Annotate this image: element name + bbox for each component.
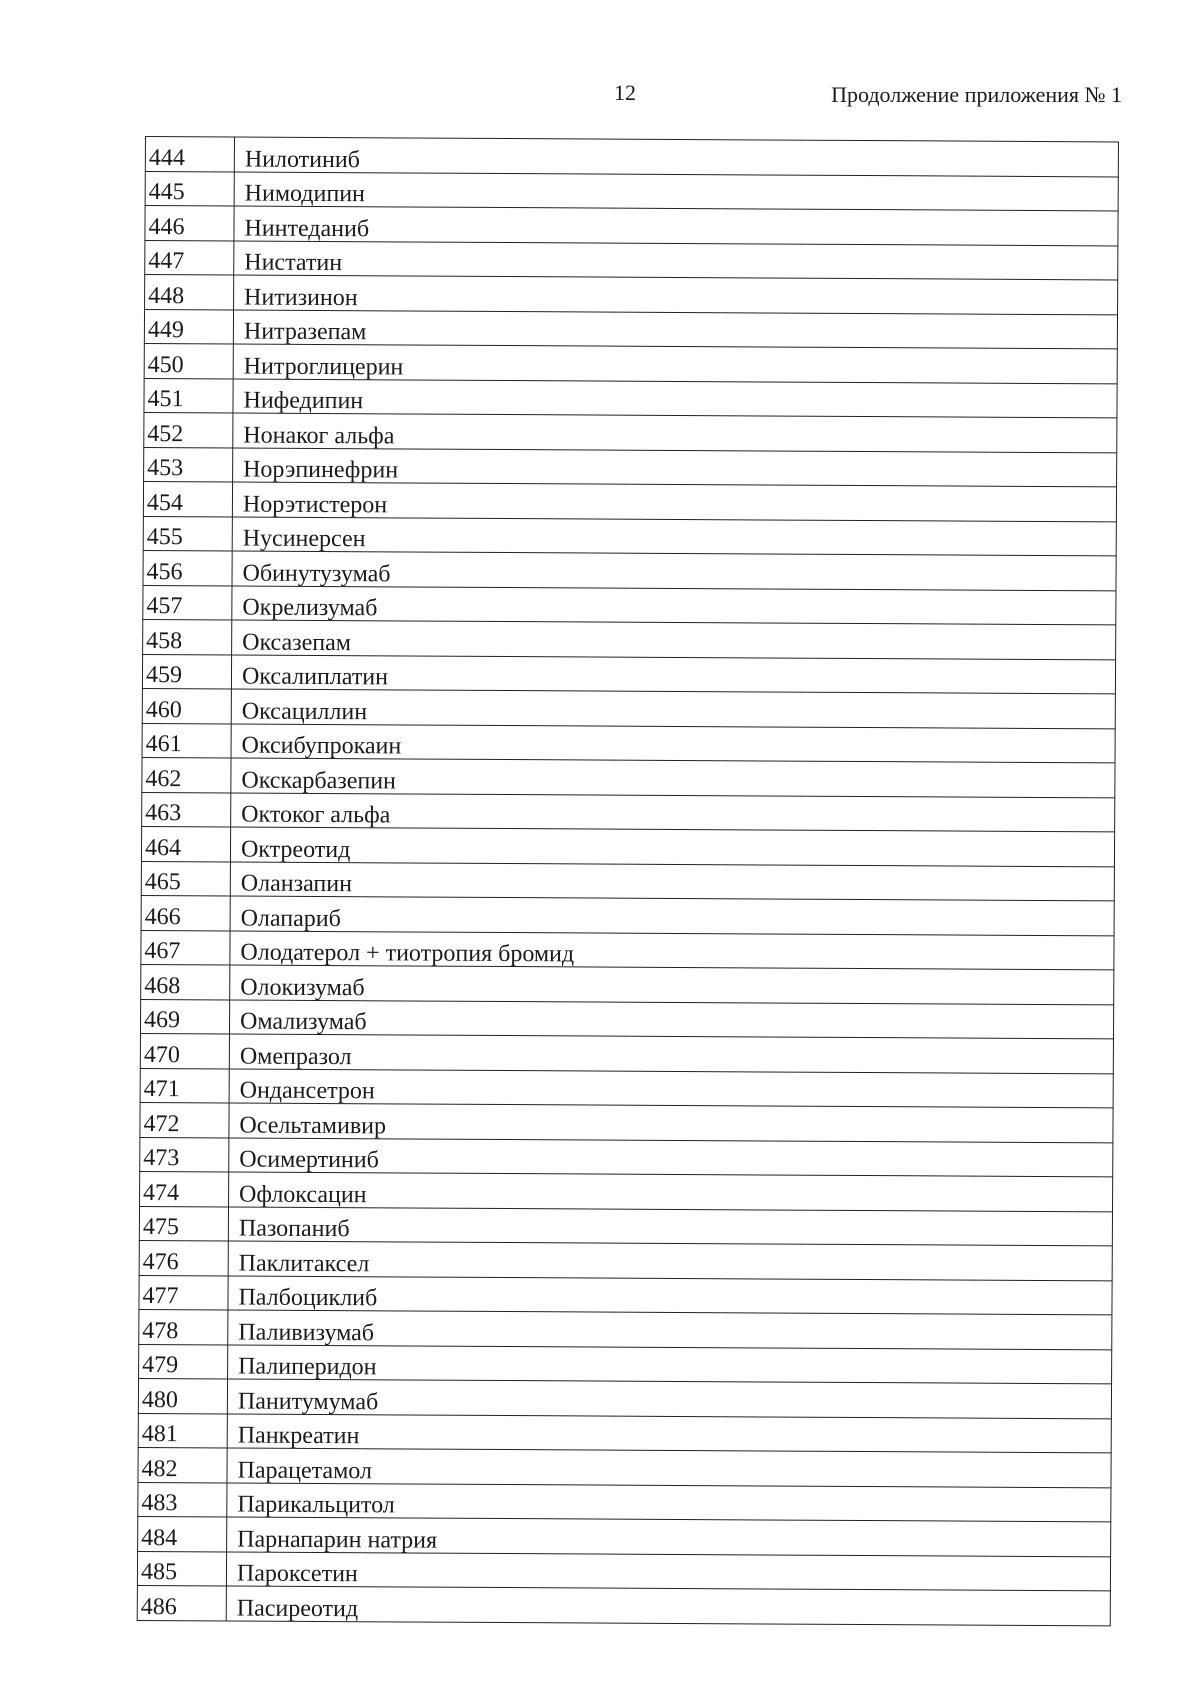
table-row bbox=[145, 171, 1118, 211]
table-row bbox=[140, 999, 1113, 1039]
row-number: 446 bbox=[145, 206, 234, 241]
row-number: 461 bbox=[142, 723, 231, 758]
table-body bbox=[137, 137, 1118, 1626]
row-number: 465 bbox=[141, 861, 230, 896]
table-row bbox=[140, 1171, 1113, 1211]
medicine-name: Нусинерсен bbox=[232, 516, 1116, 555]
row-number: 450 bbox=[144, 343, 233, 378]
medicine-name: Оксазепам bbox=[232, 620, 1116, 659]
table-row bbox=[145, 137, 1118, 177]
medicine-name: Нитразепам bbox=[233, 309, 1117, 348]
medicine-name: Панкреатин bbox=[227, 1413, 1111, 1452]
row-number: 467 bbox=[141, 930, 230, 965]
row-number: 464 bbox=[141, 826, 230, 861]
table-row bbox=[138, 1378, 1111, 1418]
medicine-name: Окскарбазепин bbox=[231, 758, 1115, 797]
table-row bbox=[137, 1551, 1110, 1591]
row-number: 473 bbox=[140, 1137, 229, 1172]
medicine-name: Нистатин bbox=[234, 240, 1118, 279]
table-row bbox=[143, 481, 1116, 521]
table-row bbox=[139, 1206, 1112, 1246]
row-number: 476 bbox=[139, 1240, 228, 1275]
row-number: 448 bbox=[145, 275, 234, 310]
row-number: 484 bbox=[138, 1516, 227, 1551]
table-row bbox=[141, 861, 1114, 901]
row-number: 453 bbox=[144, 447, 233, 482]
row-number: 475 bbox=[139, 1206, 228, 1241]
medicine-name: Норэтистерон bbox=[232, 482, 1116, 521]
medicine-name: Нинтеданиб bbox=[234, 206, 1118, 245]
row-number: 483 bbox=[138, 1482, 227, 1517]
table-row bbox=[143, 619, 1116, 659]
medicine-name: Нимодипин bbox=[234, 171, 1118, 210]
row-number: 481 bbox=[138, 1413, 227, 1448]
table-row bbox=[138, 1482, 1111, 1522]
medicine-name: Пазопаниб bbox=[228, 1206, 1112, 1245]
table-row bbox=[141, 964, 1114, 1004]
table-row bbox=[139, 1240, 1112, 1280]
medicine-name: Обинутузумаб bbox=[232, 551, 1116, 590]
table-row bbox=[140, 1033, 1113, 1073]
medicine-name: Парнапарин натрия bbox=[227, 1517, 1111, 1556]
medicine-name: Норэпинефрин bbox=[233, 447, 1117, 486]
table-row bbox=[143, 585, 1116, 625]
row-number: 468 bbox=[141, 964, 230, 999]
medicine-name: Панитумумаб bbox=[227, 1379, 1111, 1418]
table-row bbox=[143, 516, 1116, 556]
table-row bbox=[139, 1344, 1112, 1384]
table-row bbox=[145, 240, 1118, 280]
medicine-name: Парикальцитол bbox=[227, 1482, 1111, 1521]
row-number: 477 bbox=[139, 1275, 228, 1310]
medicine-name: Олодатерол + тиотропия бромид bbox=[230, 930, 1114, 969]
medicine-name: Пароксетин bbox=[226, 1551, 1110, 1590]
row-number: 469 bbox=[140, 999, 229, 1034]
medicine-name: Нилотиниб bbox=[234, 137, 1118, 176]
row-number: 454 bbox=[143, 481, 232, 516]
medicine-name: Паливизумаб bbox=[228, 1310, 1112, 1349]
table-row bbox=[140, 1068, 1113, 1108]
table-row bbox=[144, 309, 1117, 349]
row-number: 472 bbox=[140, 1102, 229, 1137]
table-row bbox=[144, 412, 1117, 452]
table-row bbox=[142, 688, 1115, 728]
table-row bbox=[142, 792, 1115, 832]
medicines-table bbox=[137, 136, 1119, 1626]
row-number: 466 bbox=[141, 895, 230, 930]
row-number: 459 bbox=[142, 654, 231, 689]
table-row bbox=[144, 378, 1117, 418]
table-row bbox=[143, 550, 1116, 590]
table-row bbox=[139, 1275, 1112, 1315]
row-number: 452 bbox=[144, 412, 233, 447]
table-row bbox=[141, 895, 1114, 935]
row-number: 470 bbox=[140, 1033, 229, 1068]
table-row bbox=[142, 723, 1115, 763]
medicine-name: Оксибупрокаин bbox=[231, 723, 1115, 762]
row-number: 457 bbox=[143, 585, 232, 620]
table-row bbox=[140, 1102, 1113, 1142]
row-number: 480 bbox=[138, 1378, 227, 1413]
medicine-name: Осимертиниб bbox=[229, 1137, 1113, 1176]
medicine-name: Оксалиплатин bbox=[231, 654, 1115, 693]
medicine-name: Нитроглицерин bbox=[233, 344, 1117, 383]
table-row bbox=[139, 1309, 1112, 1349]
row-number: 449 bbox=[144, 309, 233, 344]
medicine-name: Октоког альфа bbox=[231, 792, 1115, 831]
table-row bbox=[140, 1137, 1113, 1177]
table-row bbox=[144, 447, 1117, 487]
row-number: 445 bbox=[145, 171, 234, 206]
row-number: 478 bbox=[139, 1309, 228, 1344]
table-row bbox=[142, 654, 1115, 694]
table-row bbox=[141, 826, 1114, 866]
row-number: 460 bbox=[142, 688, 231, 723]
row-number: 462 bbox=[142, 757, 231, 792]
row-number: 479 bbox=[139, 1344, 228, 1379]
row-number: 471 bbox=[140, 1068, 229, 1103]
table-row bbox=[145, 206, 1118, 246]
medicine-name: Нонаког альфа bbox=[233, 413, 1117, 452]
table-row bbox=[138, 1516, 1111, 1556]
medicine-name: Ондансетрон bbox=[229, 1068, 1113, 1107]
medicine-name: Октреотид bbox=[230, 827, 1114, 866]
medicine-name: Оланзапин bbox=[230, 861, 1114, 900]
row-number: 456 bbox=[143, 550, 232, 585]
row-number: 455 bbox=[143, 516, 232, 551]
medicine-name: Офлоксацин bbox=[229, 1172, 1113, 1211]
medicine-name: Олапариб bbox=[230, 896, 1114, 935]
medicine-name: Нифедипин bbox=[233, 378, 1117, 417]
medicine-name: Пасиреотид bbox=[226, 1586, 1110, 1625]
row-number: 474 bbox=[140, 1171, 229, 1206]
medicine-name: Парацетамол bbox=[227, 1448, 1111, 1487]
row-number: 444 bbox=[145, 137, 234, 172]
medicine-name: Омализумаб bbox=[229, 999, 1113, 1038]
medicine-name: Палиперидон bbox=[228, 1344, 1112, 1383]
medicine-name: Омепразол bbox=[229, 1034, 1113, 1073]
row-number: 482 bbox=[138, 1447, 227, 1482]
medicine-name: Осельтамивир bbox=[229, 1103, 1113, 1142]
medicine-name: Палбоциклиб bbox=[228, 1275, 1112, 1314]
table-row bbox=[137, 1585, 1110, 1625]
row-number: 463 bbox=[142, 792, 231, 827]
table-row bbox=[144, 343, 1117, 383]
row-number: 447 bbox=[145, 240, 234, 275]
row-number: 486 bbox=[137, 1585, 226, 1620]
table-row bbox=[142, 757, 1115, 797]
medicine-name: Нитизинон bbox=[234, 275, 1118, 314]
medicines-table-container bbox=[137, 136, 1119, 1626]
medicine-name: Олокизумаб bbox=[230, 965, 1114, 1004]
medicine-name: Паклитаксел bbox=[228, 1241, 1112, 1280]
table-row bbox=[145, 275, 1118, 315]
medicine-name: Оксациллин bbox=[231, 689, 1115, 728]
medicine-name: Окрелизумаб bbox=[232, 585, 1116, 624]
continuation-heading: Продолжение приложения № 1 bbox=[831, 82, 1122, 107]
page-number: 12 bbox=[614, 80, 636, 105]
row-number: 458 bbox=[143, 619, 232, 654]
row-number: 485 bbox=[137, 1551, 226, 1586]
table-row bbox=[138, 1447, 1111, 1487]
table-row bbox=[141, 930, 1114, 970]
table-row bbox=[138, 1413, 1111, 1453]
row-number: 451 bbox=[144, 378, 233, 413]
